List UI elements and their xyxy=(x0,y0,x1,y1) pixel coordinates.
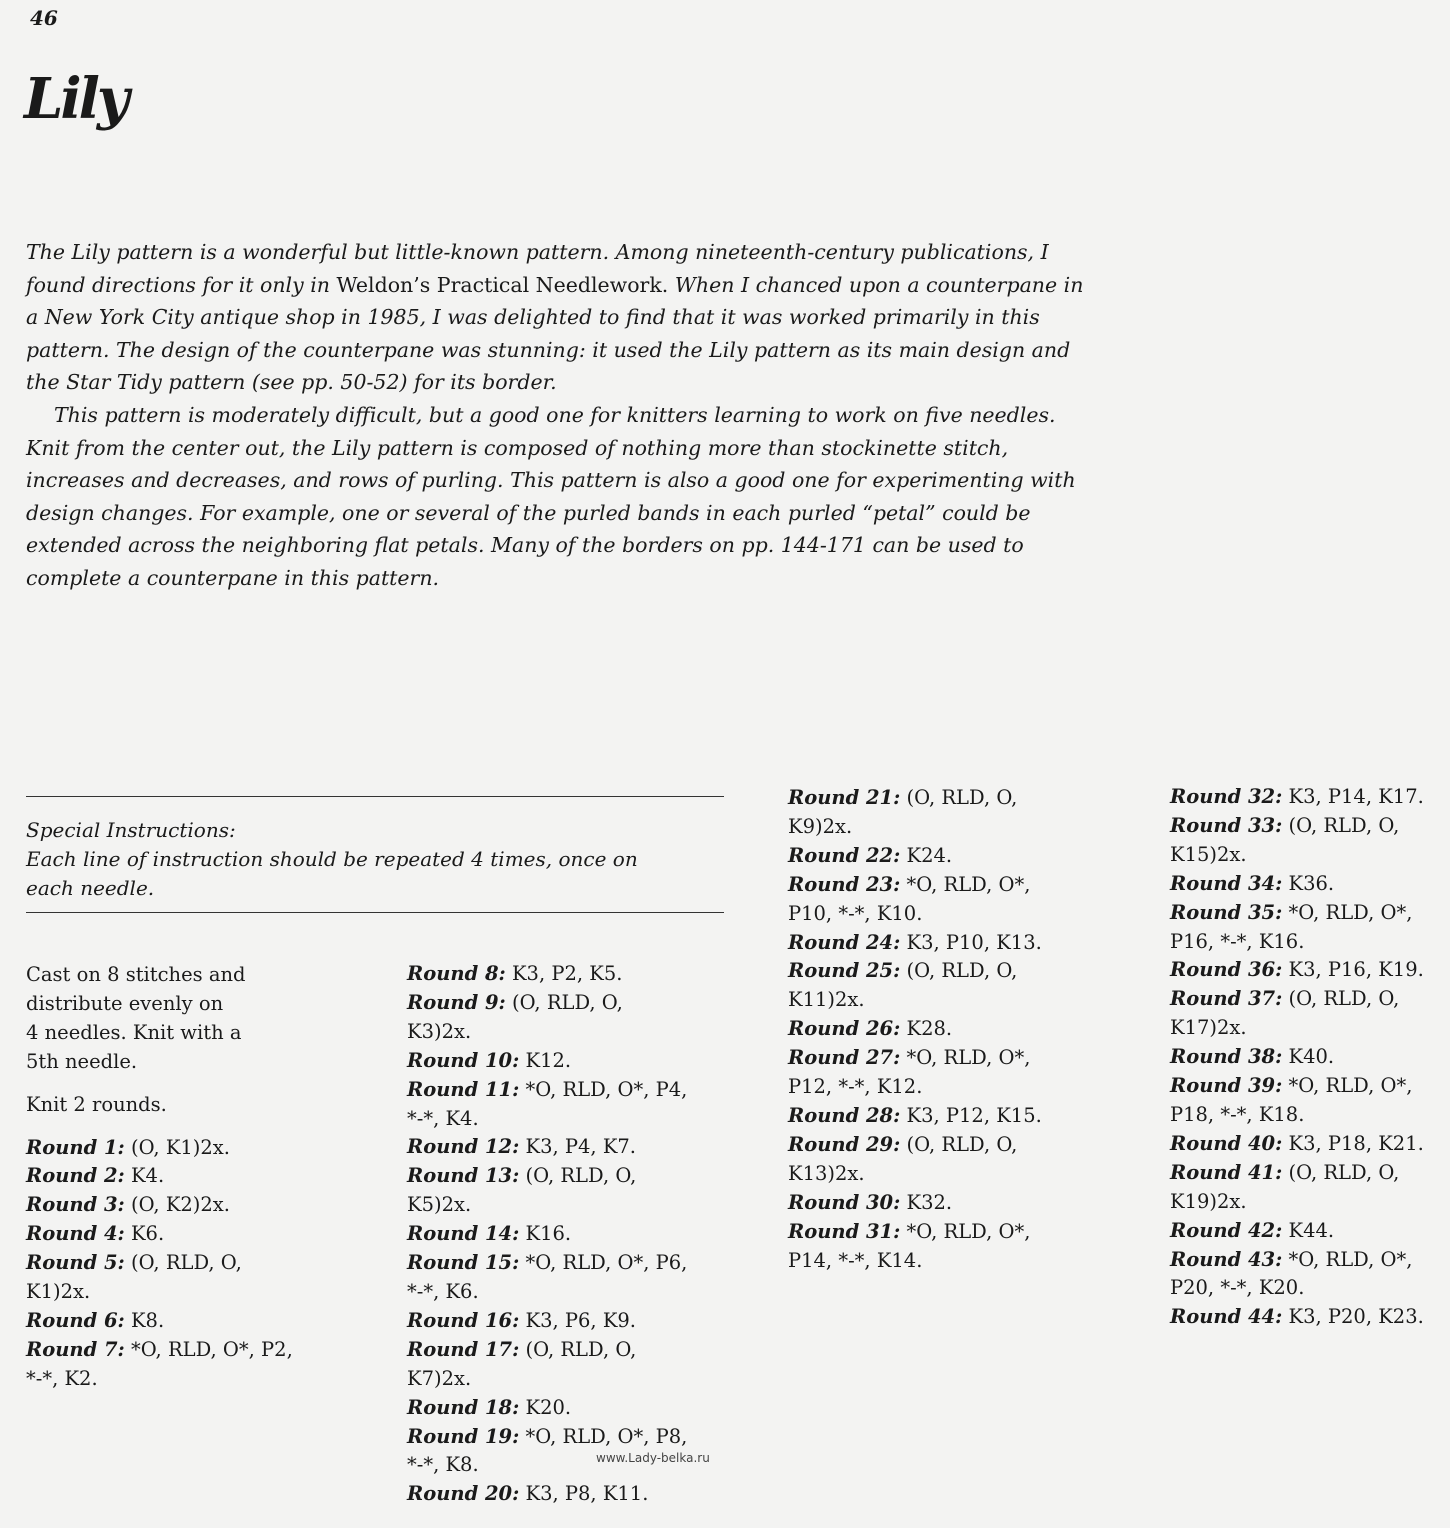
round-label: Round 37: xyxy=(1170,987,1283,1011)
round-instruction xyxy=(1170,1217,1424,1246)
instruction-text: K19)2x. xyxy=(1170,1189,1247,1213)
instruction-text: K20. xyxy=(519,1395,572,1419)
round-instruction xyxy=(26,1134,293,1163)
special-instructions-heading: Special Instructions: xyxy=(26,818,236,842)
instruction-text: P12, *-*, K12. xyxy=(788,1075,923,1099)
instruction-line xyxy=(788,986,1042,1015)
line-gap xyxy=(26,1120,293,1134)
round-label: Round 23: xyxy=(788,872,901,896)
instruction-line xyxy=(1170,1274,1424,1303)
round-instruction xyxy=(1170,985,1424,1014)
instruction-text: *O, RLD, O*, P2, xyxy=(124,1337,293,1361)
instruction-text: (O, K1)2x. xyxy=(124,1135,230,1159)
round-label: Round 7: xyxy=(26,1337,125,1361)
instruction-text: K8. xyxy=(124,1308,165,1332)
round-label: Round 3: xyxy=(26,1193,125,1217)
round-label: Round 39: xyxy=(1170,1074,1283,1098)
instruction-text: 4 needles. Knit with a xyxy=(26,1020,242,1044)
round-instruction xyxy=(407,960,687,989)
intro-paragraph-1 xyxy=(26,236,1096,399)
round-instruction xyxy=(788,929,1042,958)
instruction-text: K3, P16, K19. xyxy=(1282,958,1424,982)
instruction-text: (O, RLD, O, xyxy=(900,959,1018,983)
round-instruction xyxy=(407,1133,687,1162)
instruction-line xyxy=(26,1048,293,1077)
round-label: Round 38: xyxy=(1170,1045,1283,1069)
round-instruction xyxy=(26,1307,293,1336)
instruction-text: K24. xyxy=(900,843,953,867)
instruction-text: *-*, K2. xyxy=(26,1366,98,1390)
round-label: Round 14: xyxy=(407,1222,520,1246)
instruction-text: K5)2x. xyxy=(407,1193,472,1217)
round-instruction xyxy=(1170,870,1424,899)
round-instruction xyxy=(407,989,687,1018)
instruction-text: K3, P14, K17. xyxy=(1282,785,1424,808)
round-instruction xyxy=(788,871,1042,900)
round-instruction xyxy=(788,1189,1042,1218)
instruction-text: (O, RLD, O, xyxy=(519,1164,637,1188)
instruction-text: K15)2x. xyxy=(1170,842,1247,866)
round-label: Round 31: xyxy=(788,1219,901,1243)
round-instruction xyxy=(1170,1043,1424,1072)
round-label: Round 30: xyxy=(788,1190,901,1214)
round-instruction xyxy=(788,1044,1042,1073)
round-label: Round 40: xyxy=(1170,1131,1283,1155)
instruction-text: K32. xyxy=(900,1190,953,1214)
round-label: Round 44: xyxy=(1170,1305,1283,1329)
book-title: Weldon’s Practical Needlework. xyxy=(336,272,669,297)
instruction-text: *-*, K6. xyxy=(407,1279,479,1303)
instruction-text: P10, *-*, K10. xyxy=(788,901,923,925)
intro-paragraph-2: This pattern is moderately difficult, but a good one for knitters learning to work on five needles. Knit from the center out, the Lily pattern is composed of nothing more than stockinette stitch, increases and decreases, and rows of purling. This pattern is also a good one for experimenting with design changes. For example, one or several of the purled bands in each purled “petal” could be extended across the neighboring flat petals. Many of the borders on pp. 144-171 can be used to complete a counterpane in this pattern. xyxy=(26,402,1076,590)
instruction-text: *-*, K8. xyxy=(407,1453,479,1477)
instruction-text: K3, P10, K13. xyxy=(900,930,1042,954)
round-instruction xyxy=(407,1480,687,1509)
round-label: Round 5: xyxy=(26,1251,125,1275)
round-instruction xyxy=(26,1336,293,1365)
round-instruction xyxy=(1170,899,1424,928)
instruction-text: (O, RLD, O, xyxy=(519,1337,637,1361)
round-instruction xyxy=(1170,1072,1424,1101)
round-instruction xyxy=(788,1218,1042,1247)
instruction-text: (O, RLD, O, xyxy=(900,1132,1018,1156)
instruction-line xyxy=(1170,841,1424,870)
instruction-text: *O, RLD, O*, xyxy=(900,1046,1031,1070)
instruction-text: *O, RLD, O*, xyxy=(1282,1247,1413,1271)
instruction-text: K12. xyxy=(519,1048,572,1072)
round-instruction xyxy=(1170,1130,1424,1159)
round-label: Round 43: xyxy=(1170,1247,1283,1271)
instruction-line xyxy=(407,1018,687,1047)
instruction-line xyxy=(1170,1014,1424,1043)
round-label: Round 26: xyxy=(788,1017,901,1041)
instruction-line xyxy=(26,1365,293,1394)
round-label: Round 4: xyxy=(26,1222,125,1246)
instruction-text: P14, *-*, K14. xyxy=(788,1248,923,1272)
divider-bottom xyxy=(26,912,724,913)
instruction-column-2 xyxy=(407,960,687,1509)
round-instruction xyxy=(407,1162,687,1191)
round-instruction xyxy=(1170,812,1424,841)
instruction-line xyxy=(1170,928,1424,957)
round-label: Round 16: xyxy=(407,1308,520,1332)
instruction-line xyxy=(1170,1188,1424,1217)
instruction-line xyxy=(788,813,1042,842)
round-instruction xyxy=(407,1220,687,1249)
line-gap xyxy=(26,1077,293,1091)
instruction-text: (O, RLD, O, xyxy=(505,990,623,1014)
instruction-text: K7)2x. xyxy=(407,1366,472,1390)
instruction-text: K44. xyxy=(1282,1218,1335,1242)
instruction-column-1 xyxy=(26,961,293,1394)
instruction-text: K11)2x. xyxy=(788,988,865,1012)
round-label: Round 42: xyxy=(1170,1218,1283,1242)
round-instruction xyxy=(407,1307,687,1336)
instruction-line xyxy=(788,1247,1042,1276)
round-instruction xyxy=(788,1131,1042,1160)
round-instruction xyxy=(407,1249,687,1278)
instruction-line xyxy=(407,1105,687,1134)
instruction-text: K3, P4, K7. xyxy=(519,1135,636,1159)
instruction-text: K28. xyxy=(900,1017,953,1041)
round-label: Round 24: xyxy=(788,930,901,954)
round-label: Round 13: xyxy=(407,1164,520,1188)
instruction-text: K1)2x. xyxy=(26,1280,91,1304)
instruction-text: K3, P18, K21. xyxy=(1282,1131,1424,1155)
round-label: Round 20: xyxy=(407,1482,520,1506)
instruction-text: (O, RLD, O, xyxy=(900,786,1018,809)
page-title: Lily xyxy=(24,66,127,132)
round-instruction xyxy=(407,1394,687,1423)
round-instruction xyxy=(407,1336,687,1365)
round-label: Round 32: xyxy=(1170,785,1283,808)
round-label: Round 41: xyxy=(1170,1160,1283,1184)
instruction-text: K3, P12, K15. xyxy=(900,1103,1042,1127)
round-label: Round 29: xyxy=(788,1132,901,1156)
round-label: Round 21: xyxy=(788,786,901,809)
round-label: Round 17: xyxy=(407,1337,520,1361)
round-instruction xyxy=(1170,1159,1424,1188)
round-label: Round 18: xyxy=(407,1395,520,1419)
round-instruction xyxy=(1170,956,1424,985)
instruction-line xyxy=(407,1365,687,1394)
round-label: Round 10: xyxy=(407,1048,520,1072)
instruction-column-3 xyxy=(788,784,1042,1275)
instruction-text: *O, RLD, O*, xyxy=(900,1219,1031,1243)
round-label: Round 9: xyxy=(407,990,506,1014)
instruction-text: *-*, K4. xyxy=(407,1106,479,1130)
instruction-text: (O, RLD, O, xyxy=(1282,1160,1400,1184)
round-label: Round 28: xyxy=(788,1103,901,1127)
watermark: www.Lady-belka.ru xyxy=(596,1451,710,1465)
instruction-text: K3)2x. xyxy=(407,1019,472,1043)
instruction-column-4 xyxy=(1170,783,1424,1332)
round-label: Round 12: xyxy=(407,1135,520,1159)
round-label: Round 36: xyxy=(1170,958,1283,982)
instruction-line xyxy=(1170,1101,1424,1130)
instruction-line xyxy=(26,990,293,1019)
instruction-text: *O, RLD, O*, P6, xyxy=(519,1251,688,1275)
instruction-text: K9)2x. xyxy=(788,814,853,838)
round-instruction xyxy=(788,957,1042,986)
instruction-text: Cast on 8 stitches and xyxy=(26,963,246,986)
round-instruction xyxy=(26,1191,293,1220)
special-instructions-line: Each line of instruction should be repeated 4 times, once on xyxy=(26,847,638,871)
instruction-text: K3, P2, K5. xyxy=(505,962,623,985)
round-instruction xyxy=(26,1220,293,1249)
round-label: Round 6: xyxy=(26,1308,125,1332)
round-label: Round 25: xyxy=(788,959,901,983)
instruction-line xyxy=(26,1091,293,1120)
round-label: Round 35: xyxy=(1170,900,1283,924)
instruction-text: distribute evenly on xyxy=(26,991,224,1015)
round-instruction xyxy=(407,1047,687,1076)
round-instruction xyxy=(788,784,1042,813)
round-instruction xyxy=(788,1015,1042,1044)
instruction-line xyxy=(788,1073,1042,1102)
special-instructions xyxy=(26,816,726,903)
instruction-text: *O, RLD, O*, xyxy=(1282,900,1413,924)
intro-text-segment: When I chanced upon a counterpane in a New York City antique shop in 1985, I was delighted to find that it was worked primarily in this pattern. The design of the counterpane was stunning: it used the Lily pattern as its main design and the Star Tidy pattern (see pp. 50-52) for its border. xyxy=(26,272,1084,395)
intro-text xyxy=(26,236,1096,595)
round-instruction xyxy=(26,1162,293,1191)
instruction-text: K40. xyxy=(1282,1045,1335,1069)
round-label: Round 34: xyxy=(1170,871,1283,895)
instruction-line xyxy=(407,1191,687,1220)
round-label: Round 8: xyxy=(407,962,506,985)
round-label: Round 1: xyxy=(26,1135,125,1159)
instruction-text: *O, RLD, O*, P8, xyxy=(519,1424,688,1448)
round-instruction xyxy=(26,1249,293,1278)
round-label: Round 11: xyxy=(407,1077,520,1101)
instruction-text: P20, *-*, K20. xyxy=(1170,1276,1305,1300)
instruction-text: P18, *-*, K18. xyxy=(1170,1102,1305,1126)
intro-text-segment: The Lily pattern is a wonderful but little-known pattern. Among nineteenth-century publications, I found directions for it only in xyxy=(26,240,1049,297)
instruction-text: K36. xyxy=(1282,871,1335,895)
instruction-line xyxy=(26,1278,293,1307)
round-label: Round 27: xyxy=(788,1046,901,1070)
instruction-text: K13)2x. xyxy=(788,1161,865,1185)
page-number: 46 xyxy=(30,6,58,30)
instruction-text: (O, K2)2x. xyxy=(124,1193,230,1217)
round-label: Round 33: xyxy=(1170,813,1283,837)
instruction-text: K17)2x. xyxy=(1170,1016,1247,1040)
round-instruction xyxy=(1170,1246,1424,1275)
round-label: Round 2: xyxy=(26,1164,125,1188)
instruction-text: K3, P6, K9. xyxy=(519,1308,636,1332)
instruction-text: K3, P8, K11. xyxy=(519,1482,649,1506)
instruction-line xyxy=(788,900,1042,929)
instruction-text: K4. xyxy=(124,1164,165,1188)
round-instruction xyxy=(407,1423,687,1452)
round-label: Round 22: xyxy=(788,843,901,867)
instruction-text: (O, RLD, O, xyxy=(1282,987,1400,1011)
round-instruction xyxy=(1170,1303,1424,1332)
round-label: Round 15: xyxy=(407,1251,520,1275)
instruction-text: (O, RLD, O, xyxy=(124,1251,242,1275)
instruction-text: K3, P20, K23. xyxy=(1282,1305,1424,1329)
instruction-text: P16, *-*, K16. xyxy=(1170,929,1305,953)
instruction-text: *O, RLD, O*, xyxy=(1282,1074,1413,1098)
instruction-line xyxy=(407,1278,687,1307)
round-instruction xyxy=(788,842,1042,871)
instruction-text: K6. xyxy=(124,1222,165,1246)
instruction-text: (O, RLD, O, xyxy=(1282,813,1400,837)
special-instructions-line: each needle. xyxy=(26,876,155,900)
divider-top xyxy=(26,796,724,797)
round-label: Round 19: xyxy=(407,1424,520,1448)
instruction-line xyxy=(26,1019,293,1048)
instruction-text: *O, RLD, O*, xyxy=(900,872,1031,896)
round-instruction xyxy=(1170,783,1424,812)
instruction-text: 5th needle. xyxy=(26,1049,138,1073)
instruction-line xyxy=(788,1160,1042,1189)
round-instruction xyxy=(407,1076,687,1105)
instruction-text: K16. xyxy=(519,1222,572,1246)
instruction-text: *O, RLD, O*, P4, xyxy=(519,1077,688,1101)
instruction-line xyxy=(26,961,293,990)
instruction-text: Knit 2 rounds. xyxy=(26,1092,167,1116)
round-instruction xyxy=(788,1102,1042,1131)
